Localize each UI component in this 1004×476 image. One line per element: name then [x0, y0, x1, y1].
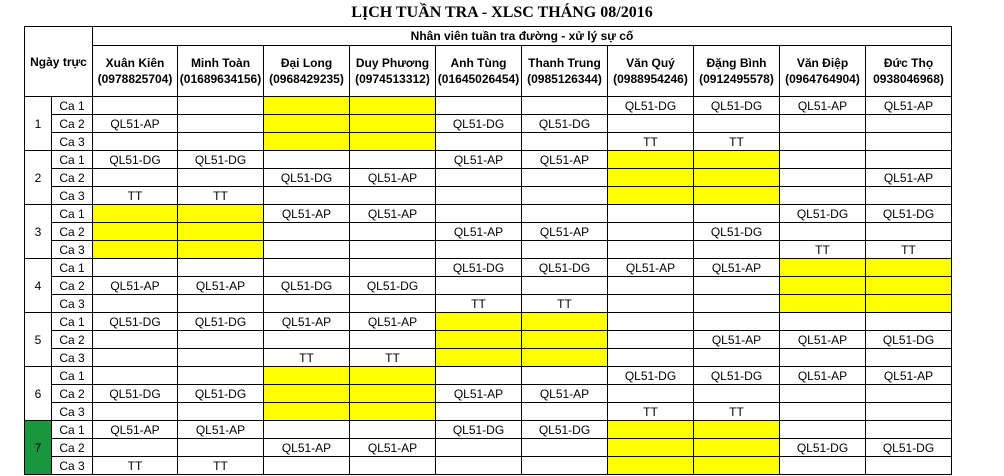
assignment-cell — [436, 313, 522, 331]
assignment-cell — [522, 205, 608, 223]
assignment-cell: QL51-DG — [436, 421, 522, 439]
assignment-cell: QL51-AP — [436, 223, 522, 241]
assignment-cell — [93, 403, 178, 421]
assignment-cell: QL51-AP — [350, 313, 436, 331]
assignment-cell — [350, 187, 436, 205]
assignment-cell — [350, 457, 436, 475]
shift-label: Ca 1 — [52, 313, 93, 331]
assignment-cell — [178, 403, 264, 421]
shift-row — [25, 115, 952, 133]
assignment-cell: QL51-DG — [866, 331, 952, 349]
assignment-cell — [608, 439, 694, 457]
assignment-cell — [93, 331, 178, 349]
assignment-cell: TT — [608, 403, 694, 421]
assignment-cell — [866, 295, 952, 313]
shift-label: Ca 2 — [52, 439, 93, 457]
assignment-cell: QL51-AP — [178, 277, 264, 295]
assignment-cell — [780, 457, 866, 475]
assignment-cell — [436, 277, 522, 295]
assignment-cell — [608, 331, 694, 349]
shift-row — [25, 349, 952, 367]
assignment-cell — [264, 259, 350, 277]
assignment-cell — [93, 295, 178, 313]
assignment-cell — [264, 331, 350, 349]
day-cell: 4 — [25, 259, 52, 313]
assignment-cell: QL51-DG — [522, 421, 608, 439]
assignment-cell — [694, 421, 780, 439]
assignment-cell — [780, 313, 866, 331]
assignment-cell — [350, 295, 436, 313]
assignment-cell: QL51-DG — [780, 205, 866, 223]
assignment-cell — [780, 133, 866, 151]
assignment-cell — [866, 403, 952, 421]
assignment-cell — [178, 223, 264, 241]
assignment-cell: QL51-DG — [436, 115, 522, 133]
staff-header — [608, 46, 694, 97]
shift-row — [25, 313, 952, 331]
assignment-cell — [436, 205, 522, 223]
assignment-cell — [436, 187, 522, 205]
assignment-cell — [264, 223, 350, 241]
assignment-cell — [436, 349, 522, 367]
assignment-cell — [522, 403, 608, 421]
shift-row — [25, 439, 952, 457]
assignment-cell — [780, 421, 866, 439]
assignment-cell — [436, 97, 522, 115]
assignment-cell: TT — [780, 241, 866, 259]
assignment-cell — [93, 439, 178, 457]
staff-name: Xuân Kiên — [105, 56, 165, 70]
assignment-cell — [694, 151, 780, 169]
staff-header-row — [25, 46, 952, 97]
assignment-cell — [350, 223, 436, 241]
assignment-cell — [436, 169, 522, 187]
assignment-cell — [522, 457, 608, 475]
assignment-cell: TT — [694, 403, 780, 421]
assignment-cell: QL51-AP — [522, 385, 608, 403]
shift-label: Ca 3 — [52, 349, 93, 367]
assignment-cell — [264, 241, 350, 259]
assignment-cell — [694, 313, 780, 331]
assignment-cell — [866, 277, 952, 295]
assignment-cell: QL51-DG — [178, 385, 264, 403]
shift-label: Ca 3 — [52, 457, 93, 475]
assignment-cell — [93, 97, 178, 115]
shift-row — [25, 331, 952, 349]
assignment-cell: QL51-AP — [694, 259, 780, 277]
assignment-cell — [350, 133, 436, 151]
staff-header — [264, 46, 350, 97]
assignment-cell — [866, 421, 952, 439]
assignment-cell — [522, 277, 608, 295]
assignment-cell — [866, 313, 952, 331]
assignment-cell — [866, 259, 952, 277]
assignment-cell — [522, 187, 608, 205]
shift-label: Ca 3 — [52, 187, 93, 205]
assignment-cell — [780, 277, 866, 295]
assignment-cell: TT — [178, 187, 264, 205]
assignment-cell — [694, 241, 780, 259]
assignment-cell: QL51-AP — [436, 151, 522, 169]
assignment-cell: QL51-AP — [522, 223, 608, 241]
staff-phone: (0912495578) — [699, 72, 774, 86]
assignment-cell — [866, 187, 952, 205]
assignment-cell — [780, 349, 866, 367]
staff-phone: (0978825704) — [97, 72, 173, 86]
staff-header — [436, 46, 522, 97]
assignment-cell — [178, 367, 264, 385]
assignment-cell — [694, 349, 780, 367]
assignment-cell — [780, 223, 866, 241]
shift-row — [25, 259, 952, 277]
staff-header — [694, 46, 780, 97]
shift-row — [25, 367, 952, 385]
assignment-cell — [178, 331, 264, 349]
assignment-cell: QL51-DG — [608, 367, 694, 385]
assignment-cell — [866, 457, 952, 475]
assignment-cell: QL51-DG — [93, 151, 178, 169]
assignment-cell — [93, 205, 178, 223]
assignment-cell: QL51-DG — [178, 151, 264, 169]
assignment-cell: QL51-AP — [350, 439, 436, 457]
staff-phone: (01645026454) — [437, 72, 520, 86]
assignment-cell: QL51-DG — [93, 385, 178, 403]
day-cell: 2 — [25, 151, 52, 205]
assignment-cell — [264, 295, 350, 313]
assignment-cell — [350, 241, 436, 259]
shift-label: Ca 2 — [52, 331, 93, 349]
assignment-cell — [608, 169, 694, 187]
assignment-cell — [178, 241, 264, 259]
staff-header — [866, 46, 952, 97]
assignment-cell: QL51-AP — [178, 421, 264, 439]
shift-row — [25, 205, 952, 223]
assignment-cell — [522, 331, 608, 349]
assignment-cell: QL51-AP — [436, 385, 522, 403]
assignment-cell — [780, 151, 866, 169]
assignment-cell — [178, 115, 264, 133]
assignment-cell: QL51-AP — [866, 169, 952, 187]
staff-header — [780, 46, 866, 97]
staff-header — [350, 46, 436, 97]
assignment-cell — [780, 259, 866, 277]
assignment-cell — [608, 151, 694, 169]
shift-label: Ca 2 — [52, 169, 93, 187]
assignment-cell — [522, 367, 608, 385]
assignment-cell: QL51-AP — [93, 277, 178, 295]
assignment-cell — [350, 115, 436, 133]
assignment-cell — [264, 457, 350, 475]
assignment-cell — [264, 97, 350, 115]
assignment-cell — [608, 115, 694, 133]
schedule-table — [24, 26, 952, 475]
assignment-cell: TT — [93, 187, 178, 205]
assignment-cell — [93, 169, 178, 187]
assignment-cell — [608, 277, 694, 295]
schedule-body — [25, 97, 952, 475]
assignment-cell — [608, 223, 694, 241]
staff-header — [522, 46, 608, 97]
assignment-cell: TT — [694, 133, 780, 151]
assignment-cell — [608, 457, 694, 475]
staff-name: Đức Thọ — [883, 56, 934, 70]
assignment-cell — [780, 169, 866, 187]
assignment-cell — [780, 385, 866, 403]
shift-row — [25, 151, 952, 169]
assignment-cell: QL51-AP — [780, 367, 866, 385]
day-cell: 7 — [25, 421, 52, 475]
assignment-cell: TT — [608, 133, 694, 151]
assignment-cell — [350, 331, 436, 349]
assignment-cell — [264, 403, 350, 421]
assignment-cell — [178, 97, 264, 115]
staff-phone: (0964764904) — [785, 72, 860, 86]
staff-name: Đặng Bình — [706, 56, 767, 70]
assignment-cell — [522, 313, 608, 331]
assignment-cell — [436, 241, 522, 259]
assignment-cell: QL51-DG — [436, 259, 522, 277]
assignment-cell: QL51-AP — [93, 115, 178, 133]
assignment-cell: QL51-DG — [866, 439, 952, 457]
assignment-cell — [522, 133, 608, 151]
assignment-cell — [522, 241, 608, 259]
assignment-cell — [350, 259, 436, 277]
assignment-cell — [608, 349, 694, 367]
assignment-cell: QL51-AP — [780, 97, 866, 115]
assignment-cell — [436, 331, 522, 349]
assignment-cell — [608, 241, 694, 259]
assignment-cell: QL51-DG — [264, 169, 350, 187]
staff-phone: (0974513312) — [355, 72, 430, 86]
shift-label: Ca 2 — [52, 223, 93, 241]
staff-phone: (0968429235) — [269, 72, 344, 86]
shift-row — [25, 385, 952, 403]
assignment-cell: QL51-AP — [264, 205, 350, 223]
assignment-cell: QL51-AP — [866, 97, 952, 115]
assignment-cell — [436, 439, 522, 457]
assignment-cell — [350, 97, 436, 115]
shift-label: Ca 1 — [52, 421, 93, 439]
shift-row — [25, 403, 952, 421]
assignment-cell — [866, 115, 952, 133]
assignment-cell — [436, 367, 522, 385]
assignment-cell: QL51-DG — [780, 439, 866, 457]
assignment-cell: TT — [522, 295, 608, 313]
assignment-cell — [264, 367, 350, 385]
assignment-cell: QL51-DG — [522, 259, 608, 277]
shift-row — [25, 295, 952, 313]
staff-header — [178, 46, 264, 97]
assignment-cell — [93, 349, 178, 367]
day-cell: 6 — [25, 367, 52, 421]
staff-name: Minh Toàn — [190, 56, 251, 70]
assignment-cell: TT — [178, 457, 264, 475]
assignment-cell — [608, 385, 694, 403]
assignment-cell — [350, 403, 436, 421]
staff-name: Thanh Trung — [528, 56, 601, 70]
assignment-cell — [93, 241, 178, 259]
assignment-cell: QL51-DG — [608, 97, 694, 115]
staff-phone: (01689634156) — [179, 72, 262, 86]
assignment-cell: TT — [93, 457, 178, 475]
assignment-cell — [436, 457, 522, 475]
assignment-cell: QL51-DG — [694, 223, 780, 241]
assignment-cell — [178, 133, 264, 151]
assignment-cell: QL51-AP — [93, 421, 178, 439]
assignment-cell — [178, 169, 264, 187]
assignment-cell: QL51-DG — [694, 97, 780, 115]
assignment-cell — [866, 385, 952, 403]
assignment-cell: QL51-AP — [608, 259, 694, 277]
day-cell: 3 — [25, 205, 52, 259]
shift-label: Ca 3 — [52, 295, 93, 313]
shift-label: Ca 1 — [52, 367, 93, 385]
shift-row — [25, 187, 952, 205]
assignment-cell — [866, 151, 952, 169]
assignment-cell — [264, 115, 350, 133]
assignment-cell — [350, 385, 436, 403]
day-column-header: Ngày trực — [25, 27, 93, 97]
shift-label: Ca 2 — [52, 115, 93, 133]
shift-row — [25, 421, 952, 439]
shift-label: Ca 3 — [52, 241, 93, 259]
assignment-cell — [780, 187, 866, 205]
assignment-cell — [694, 439, 780, 457]
assignment-cell — [694, 205, 780, 223]
assignment-cell — [178, 259, 264, 277]
assignment-cell — [264, 151, 350, 169]
day-cell: 5 — [25, 313, 52, 367]
assignment-cell — [694, 295, 780, 313]
assignment-cell: QL51-AP — [522, 151, 608, 169]
assignment-cell — [694, 115, 780, 133]
assignment-cell: QL51-DG — [350, 277, 436, 295]
staff-header — [93, 46, 178, 97]
assignment-cell: QL51-DG — [178, 313, 264, 331]
assignment-cell: QL51-AP — [694, 331, 780, 349]
assignment-cell — [694, 277, 780, 295]
assignment-cell — [264, 187, 350, 205]
assignment-cell — [608, 313, 694, 331]
schedule-title: LỊCH TUẦN TRA - XLSC THÁNG 08/2016 — [351, 4, 653, 21]
assignment-cell: TT — [436, 295, 522, 313]
assignment-cell — [694, 187, 780, 205]
staff-name: Đại Long — [280, 56, 333, 70]
assignment-cell — [608, 421, 694, 439]
assignment-cell: QL51-AP — [264, 439, 350, 457]
assignment-cell: QL51-DG — [264, 277, 350, 295]
shift-label: Ca 3 — [52, 133, 93, 151]
assignment-cell — [178, 349, 264, 367]
staff-name: Văn Điệp — [796, 56, 849, 70]
shift-label: Ca 1 — [52, 97, 93, 115]
shift-row — [25, 97, 952, 115]
assignment-cell — [350, 421, 436, 439]
shift-label: Ca 1 — [52, 259, 93, 277]
assignment-cell — [178, 295, 264, 313]
shift-label: Ca 2 — [52, 385, 93, 403]
assignment-cell — [780, 115, 866, 133]
assignment-cell: QL51-DG — [522, 115, 608, 133]
shift-row — [25, 457, 952, 475]
assignment-cell — [608, 295, 694, 313]
assignment-cell: QL51-DG — [866, 205, 952, 223]
shift-row — [25, 133, 952, 151]
assignment-cell — [264, 133, 350, 151]
assignment-cell — [436, 133, 522, 151]
assignment-cell — [780, 403, 866, 421]
assignment-cell: QL51-AP — [264, 313, 350, 331]
assignment-cell — [522, 169, 608, 187]
assignment-cell: QL51-AP — [866, 367, 952, 385]
shift-row — [25, 223, 952, 241]
shift-label: Ca 3 — [52, 403, 93, 421]
assignment-cell — [522, 97, 608, 115]
assignment-cell: TT — [264, 349, 350, 367]
staff-name: Văn Quý — [626, 56, 675, 70]
assignment-cell — [350, 151, 436, 169]
assignment-cell — [866, 223, 952, 241]
shift-row — [25, 241, 952, 259]
day-cell: 1 — [25, 97, 52, 151]
assignment-cell — [436, 403, 522, 421]
assignment-cell — [93, 133, 178, 151]
assignment-cell — [522, 439, 608, 457]
assignment-cell: TT — [350, 349, 436, 367]
shift-label: Ca 1 — [52, 151, 93, 169]
assignment-cell — [178, 205, 264, 223]
staff-phone: (0988954246) — [613, 72, 688, 86]
assignment-cell: QL51-DG — [694, 367, 780, 385]
assignment-cell — [866, 349, 952, 367]
shift-label: Ca 2 — [52, 277, 93, 295]
assignment-cell — [608, 205, 694, 223]
assignment-cell — [264, 421, 350, 439]
staff-name: Anh Tùng — [450, 56, 507, 70]
staff-name: Duy Phương — [355, 56, 430, 70]
assignment-cell — [608, 187, 694, 205]
assignment-cell — [522, 349, 608, 367]
assignment-cell: QL51-DG — [93, 313, 178, 331]
assignment-cell: QL51-AP — [780, 331, 866, 349]
staff-group-header: Nhân viên tuần tra đường - xử lý sự cố — [93, 27, 952, 46]
assignment-cell: QL51-AP — [350, 169, 436, 187]
assignment-cell — [178, 439, 264, 457]
assignment-cell — [780, 295, 866, 313]
assignment-cell — [866, 133, 952, 151]
shift-row — [25, 277, 952, 295]
assignment-cell — [93, 367, 178, 385]
assignment-cell — [93, 223, 178, 241]
assignment-cell — [350, 367, 436, 385]
assignment-cell — [694, 169, 780, 187]
staff-phone: 0938046968) — [873, 72, 944, 86]
assignment-cell: QL51-AP — [350, 205, 436, 223]
assignment-cell — [264, 385, 350, 403]
assignment-cell — [694, 385, 780, 403]
shift-row — [25, 169, 952, 187]
staff-phone: (0985126344) — [527, 72, 602, 86]
assignment-cell — [694, 457, 780, 475]
shift-label: Ca 1 — [52, 205, 93, 223]
assignment-cell: TT — [866, 241, 952, 259]
assignment-cell — [93, 259, 178, 277]
